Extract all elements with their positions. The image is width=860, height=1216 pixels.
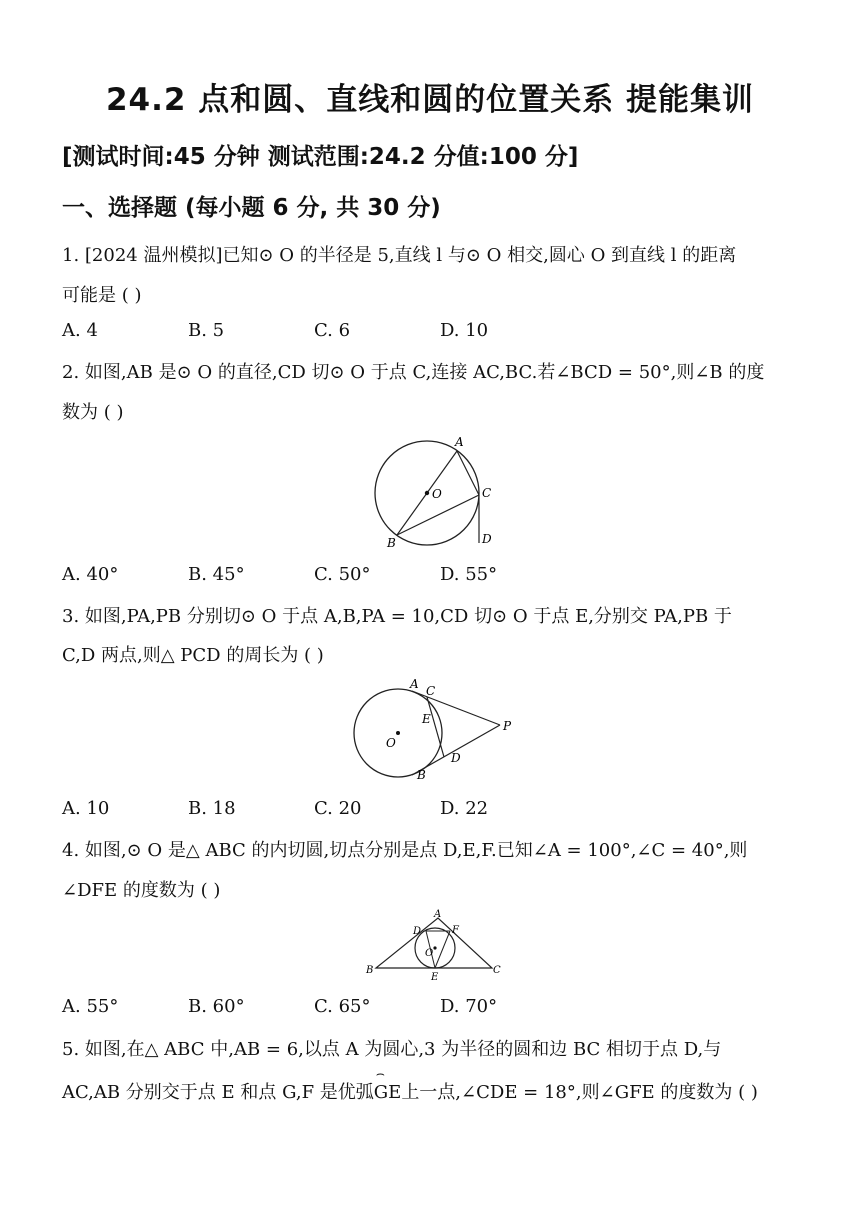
option-c: C. 20 [314, 798, 362, 819]
label-b: B [366, 965, 374, 976]
option-a: A. 55° [62, 996, 119, 1017]
section-heading: 一、选择题 (每小题 6 分, 共 30 分) [62, 195, 441, 221]
question-5-text-a: AC,AB 分别交于点 E 和点 G,F 是优弧 [62, 1082, 374, 1103]
label-d: D [413, 926, 422, 937]
label-o: O [425, 948, 434, 959]
question-3-figure [350, 675, 525, 790]
label-a: A [434, 909, 442, 920]
center-point [396, 731, 400, 735]
triangle-abc [376, 918, 492, 968]
segment-fe [435, 931, 450, 968]
option-b: B. 5 [188, 320, 225, 341]
test-info: [测试时间:45 分钟 测试范围:24.2 分值:100 分] [62, 144, 579, 170]
option-d: D. 70° [440, 996, 498, 1017]
label-b: B [387, 536, 396, 550]
label-o: O [432, 487, 442, 501]
option-d: D. 55° [440, 564, 498, 585]
question-4-figure [360, 906, 510, 986]
question-2-figure [365, 430, 505, 555]
question-5-line-1: 5. 如图,在△ ABC 中,AB = 6,以点 A 为圆心,3 为半径的圆和边 BC 相切于点 D,与 [62, 1039, 722, 1060]
question-3-line-1: 3. 如图,PA,PB 分别切⊙ O 于点 A,B,PA = 10,CD 切⊙ O 于点 E,分别交 PA,PB 于 [62, 606, 732, 627]
option-c: C. 50° [314, 564, 371, 585]
label-a: A [410, 677, 419, 691]
label-e: E [422, 712, 431, 726]
option-a: A. 4 [62, 320, 98, 341]
option-b: B. 45° [188, 564, 245, 585]
question-4-line-1: 4. 如图,⊙ O 是△ ABC 的内切圆,切点分别是点 D,E,F.已知∠A = 100°,∠C = 40°,则 [62, 840, 748, 861]
option-c: C. 6 [314, 320, 351, 341]
label-c: C [426, 684, 436, 698]
question-1-line-2: 可能是 ( ) [62, 285, 142, 306]
label-e: E [431, 972, 439, 983]
label-d: D [482, 532, 492, 546]
label-c: C [493, 965, 501, 976]
option-c: C. 65° [314, 996, 371, 1017]
option-b: B. 18 [188, 798, 236, 819]
center-point [433, 946, 436, 949]
center-point [425, 491, 429, 495]
option-d: D. 22 [440, 798, 489, 819]
question-2-line-1: 2. 如图,AB 是⊙ O 的直径,CD 切⊙ O 于点 C,连接 AC,BC.若∠BCD = 50°,则∠B 的度 [62, 362, 765, 383]
question-5-text-b: 上一点,∠CDE = 18°,则∠GFE 的度数为 ( ) [401, 1082, 758, 1103]
label-a: A [455, 435, 464, 449]
question-4-line-2: ∠DFE 的度数为 ( ) [62, 880, 221, 901]
question-3-line-2: C,D 两点,则△ PCD 的周长为 ( ) [62, 645, 324, 666]
question-5-line-2 [62, 1078, 758, 1104]
option-a: A. 40° [62, 564, 119, 585]
label-d: D [451, 751, 461, 765]
arc-ge: ⌢ GE [374, 1082, 402, 1103]
label-c: C [482, 486, 492, 500]
question-2-line-2: 数为 ( ) [62, 402, 124, 423]
label-f: F [452, 925, 459, 936]
label-o: O [386, 736, 396, 750]
question-1-line-1: 1. [2024 温州模拟]已知⊙ O 的半径是 5,直线 l 与⊙ O 相交,圆心 O 到直线 l 的距离 [62, 245, 737, 266]
option-d: D. 10 [440, 320, 489, 341]
option-a: A. 10 [62, 798, 110, 819]
page-title: 24.2 点和圆、直线和圆的位置关系 提能集训 [105, 82, 755, 118]
segment-bc [397, 495, 479, 535]
option-b: B. 60° [188, 996, 245, 1017]
label-p: P [503, 719, 512, 733]
label-b: B [417, 768, 426, 782]
